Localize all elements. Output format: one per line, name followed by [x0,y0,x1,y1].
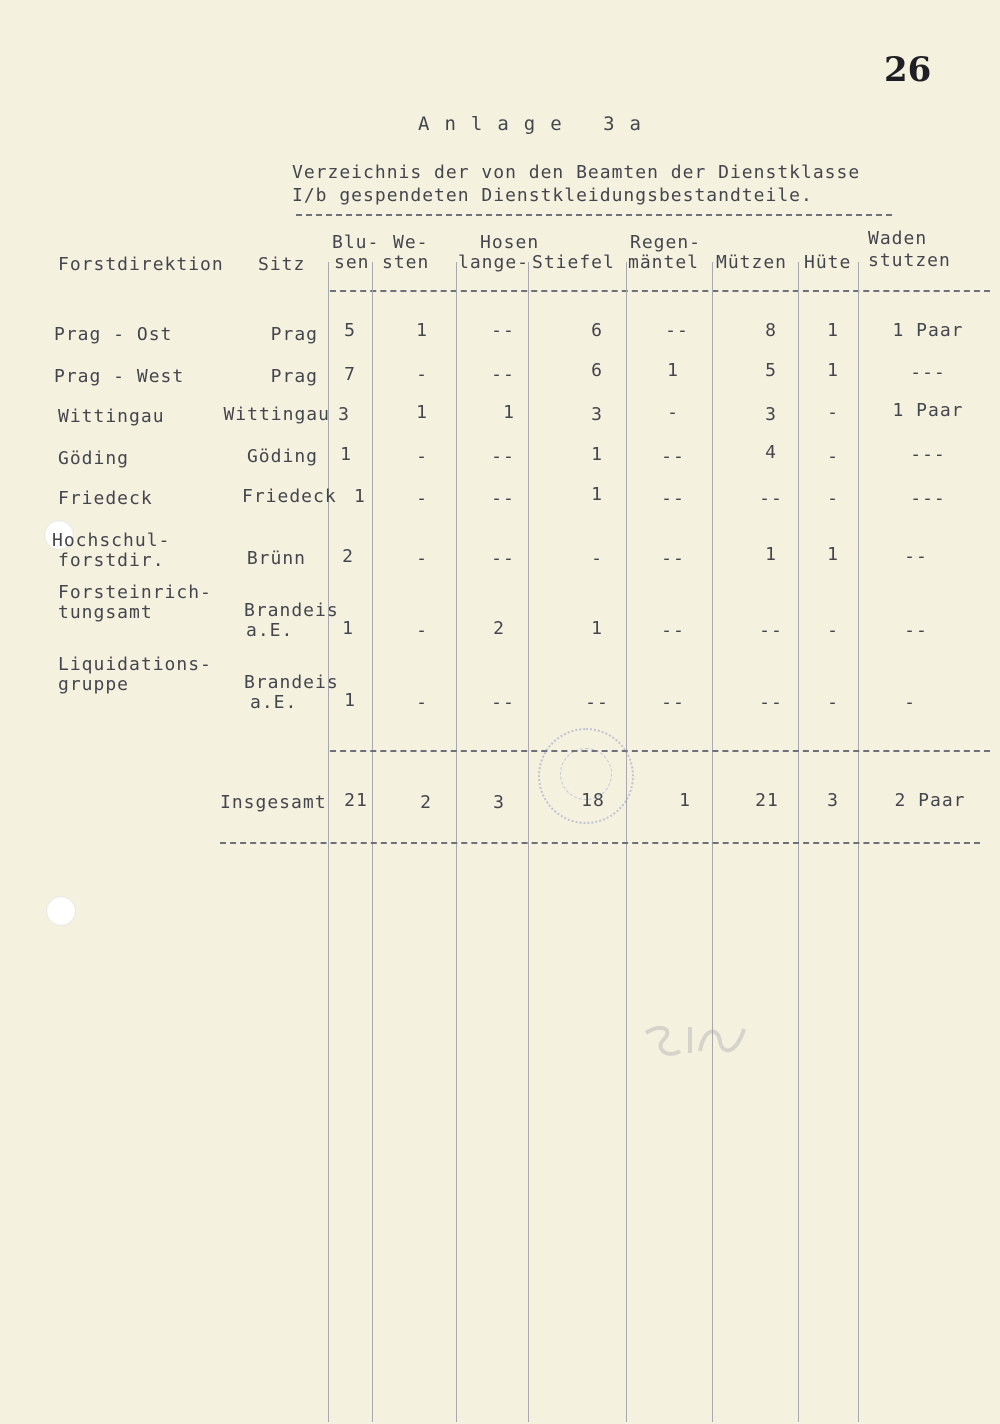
cell-blusen: 1 [342,618,354,639]
cell-hosen: -- [491,548,515,569]
total-blusen: 21 [344,790,368,811]
cell-muetzen: -- [759,620,783,641]
cell-westen: - [416,620,428,641]
cell-stiefel: 3 [591,404,603,425]
cell-hosen: 1 [503,402,515,423]
cell-stiefel: 6 [591,320,603,341]
row-name: Prag - Ost [54,324,173,345]
cell-regen: -- [661,548,685,569]
cell-regen: -- [661,488,685,509]
cell-hosen: -- [491,320,515,341]
cell-huete: - [827,402,839,423]
cell-stiefel: -- [585,692,609,713]
cell-westen: 1 [416,320,428,341]
cell-stiefel: 6 [591,360,603,381]
cell-waden: -- [904,546,928,567]
cell-westen: - [416,446,428,467]
title-line-2: I/b gespendeten Dienstkleidungsbestandteile. [292,185,813,206]
cell-waden: --- [910,488,946,509]
row-name: tungsamt [58,602,153,623]
cell-regen: 1 [667,360,679,381]
cell-westen: 1 [416,402,428,423]
cell-hosen: -- [491,692,515,713]
cell-muetzen: -- [759,692,783,713]
cell-waden: --- [910,362,946,383]
cell-blusen: 2 [342,546,354,567]
cell-blusen: 3 [338,404,350,425]
cell-huete: 1 [827,320,839,341]
header-huete: Hüte [804,252,852,273]
cell-muetzen: 5 [765,360,777,381]
row-sitz: Prag [270,366,318,387]
cell-regen: -- [661,446,685,467]
cell-regen: -- [661,692,685,713]
total-waden: 2 Paar [894,790,966,811]
header-sitz: Sitz [258,254,306,275]
header-forstdirektion: Forstdirektion [58,254,224,275]
cell-waden: --- [910,444,946,465]
cell-blusen: 1 [344,690,356,711]
row-sitz: Wittingau [223,404,330,425]
cell-westen: - [416,548,428,569]
bleed-through-marking [630,1010,750,1063]
row-sitz: a.E. [250,692,298,713]
cell-stiefel: 1 [591,618,603,639]
header-waden-1: Waden [868,228,928,249]
header-regen-1: Regen- [630,232,702,253]
cell-westen: - [416,364,428,385]
row-name: Liquidations- [58,654,212,675]
row-name: gruppe [58,674,130,695]
cell-blusen: 5 [344,320,356,341]
row-name: Göding [58,448,130,469]
header-westen-2: sten [382,252,430,273]
header-westen-1: We- [393,232,429,253]
row-sitz: Brandeis [244,600,339,621]
header-waden-2: stutzen [868,250,951,271]
header-muetzen: Mützen [716,252,788,273]
cell-muetzen: 1 [765,544,777,565]
total-regen: 1 [679,790,691,811]
punch-hole-bottom [46,896,76,926]
page-number: 26 [884,50,932,90]
header-blusen-2: sen [334,252,370,273]
header-rule [330,290,990,292]
cell-blusen: 1 [354,486,366,507]
cell-westen: - [416,488,428,509]
cell-waden: -- [904,620,928,641]
row-sitz: Prag [270,324,318,345]
cell-blusen: 7 [344,364,356,385]
total-huete: 3 [827,790,839,811]
cell-hosen: 2 [493,618,505,639]
cell-huete: - [827,446,839,467]
cell-muetzen: 4 [765,442,777,463]
row-name: Forsteinrich- [58,582,212,603]
cell-waden: 1 Paar [892,400,964,421]
row-sitz: Friedeck [242,486,337,507]
cell-stiefel: - [591,548,603,569]
cell-huete: - [827,620,839,641]
total-rule-top [330,750,990,752]
cell-westen: - [416,692,428,713]
annex-heading: Anlage 3a [418,113,656,135]
total-westen: 2 [420,792,432,813]
cell-regen: -- [665,320,689,341]
title-line-1: Verzeichnis der von den Beamten der Dienstklasse [292,162,861,183]
header-blusen-1: Blu- [332,232,380,253]
row-name: Wittingau [58,406,165,427]
header-stiefel: Stiefel [532,252,615,273]
cell-muetzen: 3 [765,404,777,425]
row-name: Prag - West [54,366,185,387]
cell-waden: - [904,692,916,713]
total-hosen: 3 [493,792,505,813]
total-muetzen: 21 [755,790,779,811]
total-rule-bottom [220,842,980,844]
row-sitz: Brünn [246,548,306,569]
cell-waden: 1 Paar [892,320,964,341]
cell-stiefel: 1 [591,444,603,465]
cell-huete: - [827,488,839,509]
row-name: Friedeck [58,488,153,509]
title-underline [296,214,892,216]
row-name: forstdir. [58,550,165,571]
total-label: Insgesamt [220,792,327,813]
row-sitz: Göding [246,446,318,467]
cell-hosen: -- [491,488,515,509]
cell-huete: 1 [827,360,839,381]
row-sitz: a.E. [246,620,294,641]
header-hosen-2: lange- [458,252,530,273]
header-regen-2: mäntel [628,252,700,273]
cell-stiefel: 1 [591,484,603,505]
cell-huete: 1 [827,544,839,565]
header-hosen-1: Hosen [480,232,540,253]
cell-regen: -- [661,620,685,641]
cell-blusen: 1 [340,444,352,465]
cell-muetzen: 8 [765,320,777,341]
cell-hosen: -- [491,446,515,467]
cell-regen: - [667,402,679,423]
cell-huete: - [827,692,839,713]
total-stiefel: 18 [581,790,605,811]
row-sitz: Brandeis [244,672,339,693]
cell-muetzen: -- [759,488,783,509]
cell-hosen: -- [491,364,515,385]
row-name: Hochschul- [52,530,171,551]
